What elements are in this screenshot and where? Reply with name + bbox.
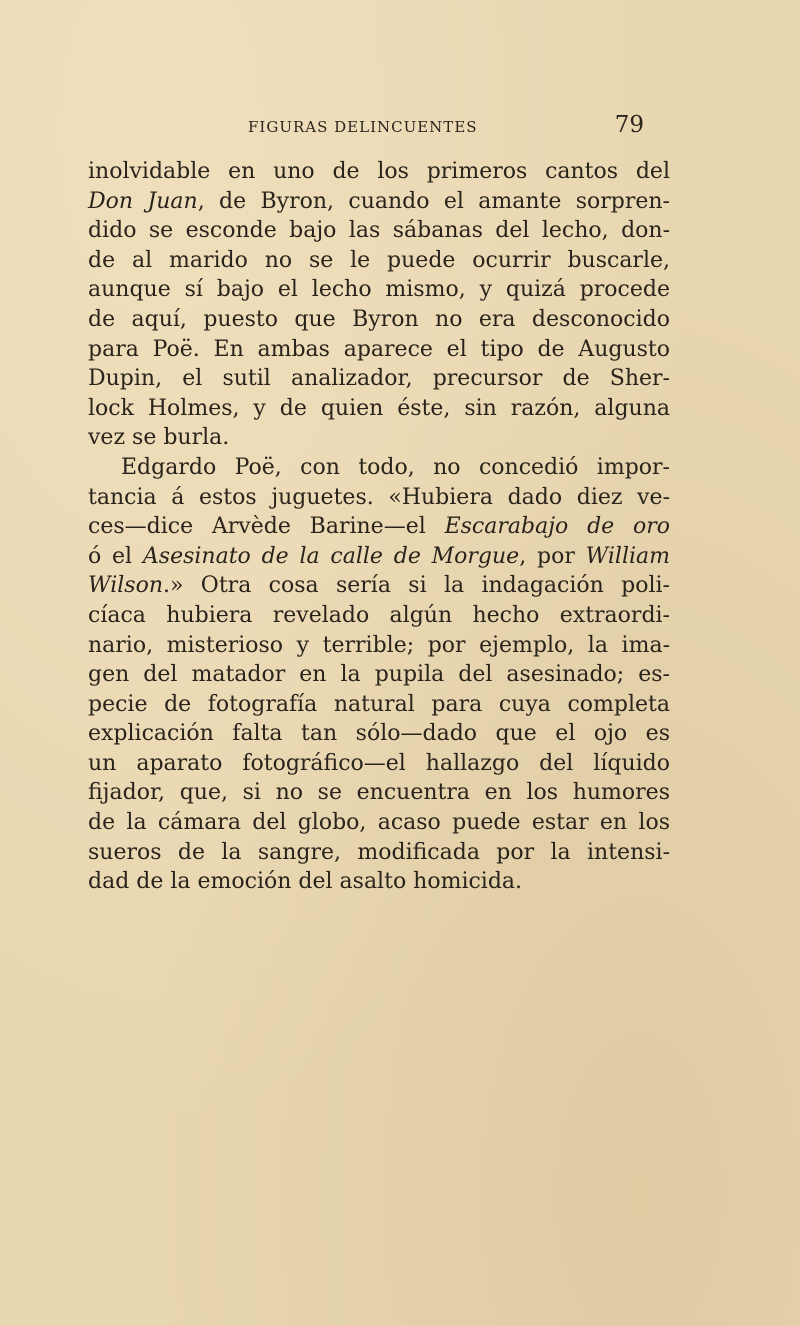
text-line	[88, 601, 670, 631]
text-line	[88, 808, 670, 838]
text-run: cíaca hubiera revelado algún hecho extraordi-	[88, 602, 670, 628]
text-line	[88, 690, 670, 720]
text-line	[88, 631, 670, 661]
text-run: aunque sí bajo el lecho mismo, y quizá procede	[88, 277, 670, 303]
text-run: inolvidable en uno de los primeros cantos del	[88, 159, 670, 184]
text-run: gen del matador en la pupila del asesinado; es-	[88, 662, 670, 688]
italic-title: Escarabajo de oro	[444, 514, 671, 540]
text-run: de la cámara del globo, acaso puede estar en los	[88, 810, 670, 836]
text-run: pecie de fotografía natural para cuya completa	[88, 691, 670, 717]
text-line	[88, 838, 670, 868]
text-run: Edgardo Poë, con todo, no concedió impor-	[121, 454, 670, 480]
text-run: lock Holmes, y de quien éste, sin razón, alguna	[88, 395, 670, 421]
text-line	[88, 187, 670, 217]
text-line	[88, 512, 670, 542]
italic-title: Don Juan	[88, 188, 198, 214]
text-run: ó el	[88, 543, 143, 569]
text-run: dido se esconde bajo las sábanas del lecho, don-	[88, 218, 670, 244]
text-run: , de Byron, cuando el amante sorpren-	[197, 188, 670, 214]
text-line	[88, 335, 670, 365]
text-line	[88, 275, 670, 305]
text-line	[88, 483, 670, 513]
text-run: de al marido no se le puede ocurrir buscarle,	[88, 247, 670, 273]
text-run: ces—dice Arvède Barine—el	[88, 514, 445, 540]
text-line	[88, 246, 670, 276]
text-run: sueros de la sangre, modificada por la intensi-	[88, 839, 670, 865]
text-line	[88, 305, 670, 335]
text-run: nario, misterioso y terrible; por ejemplo, la ima-	[88, 632, 670, 658]
text-line	[88, 453, 670, 483]
running-head: FIGURAS DELINCUENTES	[248, 118, 478, 136]
text-line	[88, 364, 670, 394]
text-run: para Poë. En ambas aparece el tipo de Augusto	[88, 336, 670, 362]
text-run: explicación falta tan sólo—dado que el ojo es	[88, 721, 670, 747]
text-line	[88, 778, 670, 808]
text-line	[88, 423, 670, 453]
text-run: de aquí, puesto que Byron no era desconocido	[88, 306, 670, 332]
text-line	[88, 660, 670, 690]
text-line	[88, 542, 670, 572]
body-text	[88, 157, 670, 897]
text-line	[88, 749, 670, 779]
italic-title: William	[585, 543, 670, 569]
text-line	[88, 394, 670, 424]
text-run: Dupin, el sutil analizador, precursor de Sher-	[88, 366, 670, 392]
text-line	[88, 571, 670, 601]
text-run: tancia á estos juguetes. «Hubiera dado diez ve-	[88, 484, 670, 510]
text-run: dad de la emoción del asalto homicida.	[88, 869, 523, 895]
text-line	[88, 157, 670, 187]
text-line	[88, 867, 670, 897]
text-run: fijador, que, si no se encuentra en los humores	[88, 780, 670, 806]
text-line	[88, 719, 670, 749]
page-header	[88, 112, 644, 142]
italic-title: Wilson	[88, 573, 164, 599]
text-line	[88, 216, 670, 246]
text-run: .» Otra cosa sería si la indagación poli-	[163, 573, 670, 599]
text-run: un aparato fotográfico—el hallazgo del líquido	[88, 750, 670, 776]
page-number: 79	[614, 112, 644, 138]
text-run: , por	[519, 543, 586, 569]
italic-title: Asesinato de la calle de Morgue	[142, 543, 520, 569]
text-run: vez se burla.	[88, 425, 230, 451]
